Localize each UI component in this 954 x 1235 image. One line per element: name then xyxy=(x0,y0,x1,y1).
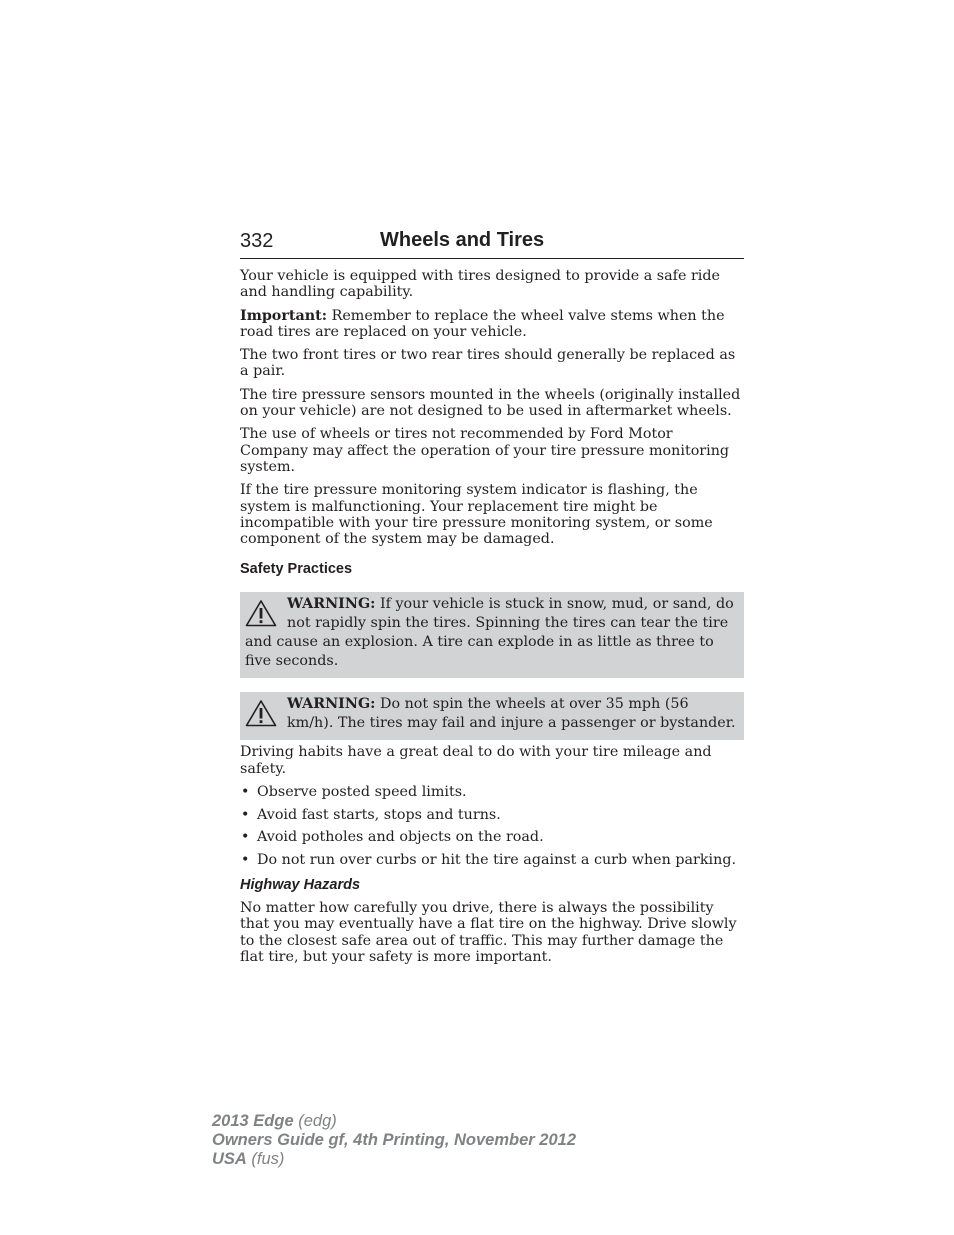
bullet-icon: • xyxy=(241,784,250,801)
warning-triangle-icon xyxy=(245,599,277,627)
important-label: Important: xyxy=(240,307,328,324)
footer-line: Owners Guide gf, 4th Printing, November 2012 xyxy=(212,1131,576,1149)
page-content xyxy=(240,268,744,972)
warning-text: Do not spin the wheels at over 35 mph (56 km/h). The tires may fail and injure a passenger or bystander. xyxy=(287,696,736,732)
page-title: Wheels and Tires xyxy=(380,229,545,251)
paragraph: The use of wheels or tires not recommended by Ford Motor Company may affect the operation of your tire pressure monitoring system. xyxy=(240,426,730,475)
warning-triangle-icon xyxy=(245,699,277,727)
list-item: • Avoid potholes and objects on the road. xyxy=(241,829,544,846)
paragraph: The two front tires or two rear tires should generally be replaced as a pair. xyxy=(240,347,736,380)
paragraph: If the tire pressure monitoring system indicator is flashing, the system is malfunctioning. Your replacement tire might be incompatible with your tire pressure monitoring system, or some component of the system may be damaged. xyxy=(240,482,713,548)
page-number: 332 xyxy=(240,230,274,252)
paragraph: The tire pressure sensors mounted in the wheels (originally installed on your vehicle) are not designed to be used in aftermarket wheels. xyxy=(240,386,741,420)
subsection-heading-highway-hazards: Highway Hazards xyxy=(240,877,361,894)
paragraph-important: Important: Remember to replace the wheel valve stems when the road tires are replaced on your vehicle. xyxy=(240,307,725,340)
list-item: • Observe posted speed limits. xyxy=(241,784,467,801)
footer-line: USA (fus) xyxy=(212,1150,285,1168)
page-header xyxy=(240,228,744,259)
footer-line: 2013 Edge (edg) xyxy=(212,1112,337,1130)
paragraph: Driving habits have a great deal to do with your tire mileage and safety. xyxy=(240,744,712,777)
warning-label: WARNING: xyxy=(287,696,376,713)
bullet-icon: • xyxy=(241,851,250,868)
paragraph: No matter how carefully you drive, there is always the possibility that you may eventually have a flat tire on the highway. Drive slowly to the closest safe area out of traffic. This may further damage the flat tire, but your safety is more important. xyxy=(240,900,737,966)
list-item: • Do not run over curbs or hit the tire against a curb when parking. xyxy=(241,851,737,868)
warning-text: If your vehicle is stuck in snow, mud, or sand, do not rapidly spin the tires. Spinning the tires can tear the tire and cause an explosion. A tire can explode in as little as three to five seconds. xyxy=(245,596,734,670)
list-item: • Avoid fast starts, stops and turns. xyxy=(241,806,501,823)
warning-label: WARNING: xyxy=(287,596,376,613)
page-footer xyxy=(212,1112,576,1169)
warning-box xyxy=(240,592,744,678)
bullet-icon: • xyxy=(241,829,250,846)
section-heading-safety-practices: Safety Practices xyxy=(240,561,353,578)
bullet-list xyxy=(240,784,744,868)
bullet-icon: • xyxy=(241,806,250,823)
warning-box xyxy=(240,692,744,740)
paragraph: Your vehicle is equipped with tires designed to provide a safe ride and handling capability. xyxy=(240,268,720,301)
